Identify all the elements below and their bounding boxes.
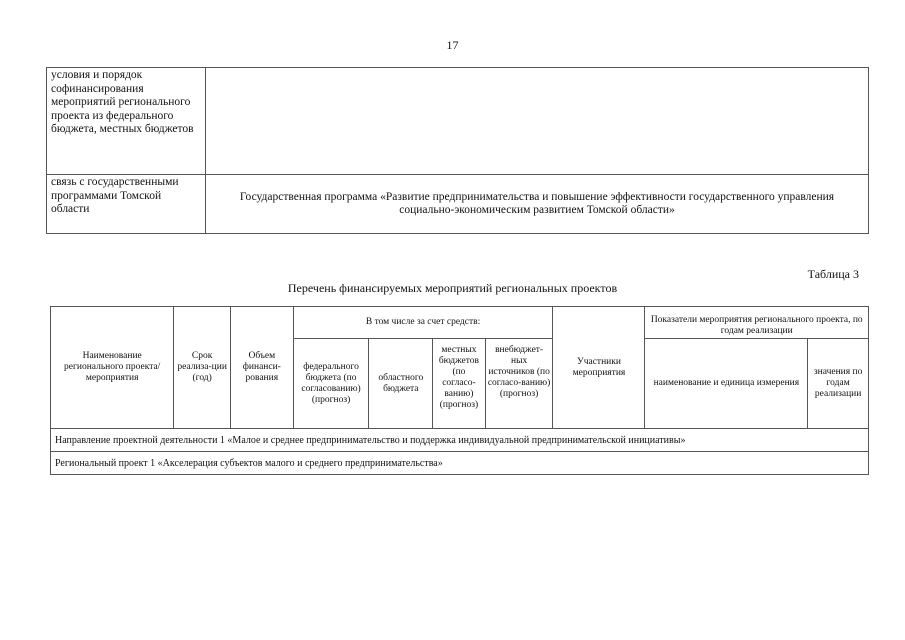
row-label: условия и порядок софинансирования мероприятий регионального проекта из федерального бюджета, местных бюджетов bbox=[47, 68, 206, 175]
header-sources: В том числе за счет средств: bbox=[293, 307, 553, 339]
table-number: Таблица 3 bbox=[807, 267, 859, 281]
table-title: Перечень финансируемых мероприятий региональных проектов bbox=[287, 281, 618, 295]
header-local: местных бюджетов (по согласо-ванию) (прогноз) bbox=[433, 339, 486, 429]
header-row bbox=[51, 307, 869, 339]
header-name: Наименование регионального проекта/мероприятия bbox=[51, 307, 174, 429]
header-volume: Объем финанси-рования bbox=[230, 307, 293, 429]
row-value bbox=[206, 68, 869, 175]
table-row bbox=[51, 429, 869, 452]
header-indicators: Показатели мероприятия регионального проекта, по годам реализации bbox=[645, 307, 869, 339]
row-value: Государственная программа «Развитие предпринимательства и повышение эффективности государственного управления социально-экономическим развитием Томской области» bbox=[206, 175, 869, 234]
table-row bbox=[47, 175, 869, 234]
table-row bbox=[51, 452, 869, 475]
table-row bbox=[47, 68, 869, 175]
direction-row: Направление проектной деятельности 1 «Малое и среднее предпринимательство и поддержка индивидуальной предпринимательской инициативы» bbox=[51, 429, 869, 452]
financing-table bbox=[50, 306, 869, 475]
page-number: 17 bbox=[446, 38, 459, 52]
header-extra: внебюджет-ных источников (по согласо-ванию) (прогноз) bbox=[485, 339, 553, 429]
header-federal: федерального бюджета (по согласованию) (прогноз) bbox=[293, 339, 369, 429]
row-label: связь с государственными программами Томской области bbox=[47, 175, 206, 234]
header-participants: Участники мероприятия bbox=[553, 307, 645, 429]
project-row: Региональный проект 1 «Акселерация субъектов малого и среднего предпринимательства» bbox=[51, 452, 869, 475]
passport-table bbox=[46, 67, 869, 234]
header-indicator-values: значения по годам реализации bbox=[808, 339, 869, 429]
header-regional: областного бюджета bbox=[369, 339, 433, 429]
header-term: Срок реализа-ции (год) bbox=[174, 307, 231, 429]
header-indicator-name: наименование и единица измерения bbox=[645, 339, 808, 429]
